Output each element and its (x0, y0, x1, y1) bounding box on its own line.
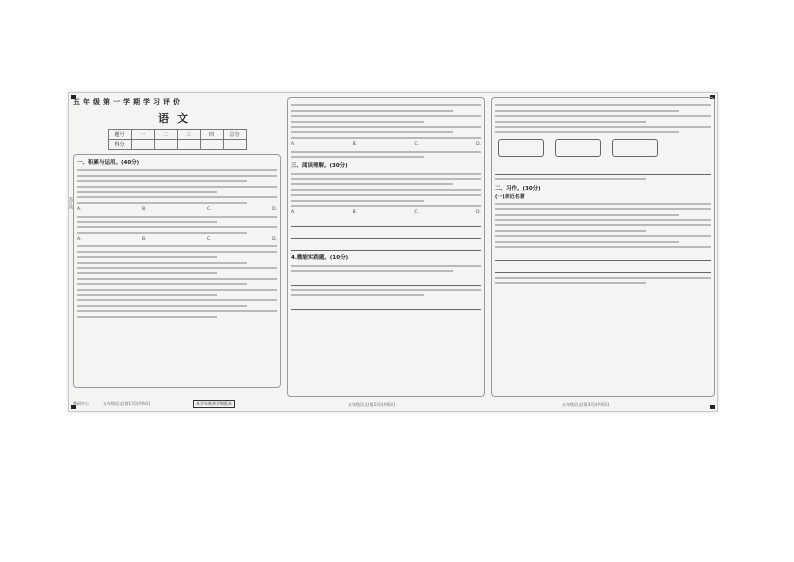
answer-line[interactable] (495, 263, 711, 273)
page-column-1 (69, 97, 281, 406)
answer-line[interactable] (291, 276, 481, 286)
section-heading: 一、积累与运用。(40分) (77, 160, 140, 166)
answer-line[interactable] (495, 251, 711, 261)
score-header-cell: 一 (131, 130, 154, 140)
score-header-cell: 题号 (108, 130, 131, 140)
essay-heading: 二、习作。(30分) (495, 185, 541, 192)
page-footer: 五年级语文(第3页)(共6页) (562, 402, 610, 407)
subject-title: 语文 (158, 112, 196, 125)
section-heading: 三、阅读理解。(30分) (291, 163, 348, 170)
score-cell[interactable] (200, 140, 223, 150)
answer-line[interactable] (291, 300, 481, 310)
brand-mark: 教研中心 (73, 401, 89, 406)
score-cell[interactable] (223, 140, 246, 150)
score-table (108, 129, 247, 150)
answer-line[interactable] (291, 241, 481, 251)
answer-box[interactable] (612, 139, 658, 157)
answer-line[interactable] (291, 217, 481, 227)
score-header-cell: 三 (177, 130, 200, 140)
answer-line[interactable] (495, 165, 711, 175)
section-heading: 4.微缩实践题。(10分) (291, 255, 349, 262)
exam-sheet (68, 92, 718, 412)
score-cell[interactable] (177, 140, 200, 150)
page-column-3 (491, 97, 715, 407)
print-stamp: 本学年秋季学期版本 (193, 400, 235, 408)
section-basics: 一、积累与运用。(40分) A. B. C. D. A. B. C. D. (73, 154, 281, 388)
score-header-cell: 四 (200, 130, 223, 140)
answer-box[interactable] (555, 139, 601, 157)
registration-mark (710, 405, 715, 409)
score-cell[interactable] (131, 140, 154, 150)
score-header-cell: 总分 (223, 130, 246, 140)
page-footer: 五年级语文(第2页)(共6页) (348, 402, 396, 407)
page-column-2: A. B. C. D. 三、阅读理解。(30分) A. B. C. D. 4.微缩实践题。(10分) 五年级语文(第2页)(共6页) (287, 97, 485, 397)
answer-box[interactable] (498, 139, 544, 157)
exam-title: 五年级第一学期学习评价 (73, 98, 183, 106)
score-cell[interactable] (154, 140, 177, 150)
page-footer: 五年级语文(第1页)(共6页) (103, 401, 151, 406)
answer-line[interactable] (291, 229, 481, 239)
binding-line-text: 装订线 (69, 197, 74, 209)
score-label-cell: 得分 (108, 140, 131, 150)
reading-subheading: (一)亲近名著 (495, 193, 525, 200)
score-header-cell: 二 (154, 130, 177, 140)
